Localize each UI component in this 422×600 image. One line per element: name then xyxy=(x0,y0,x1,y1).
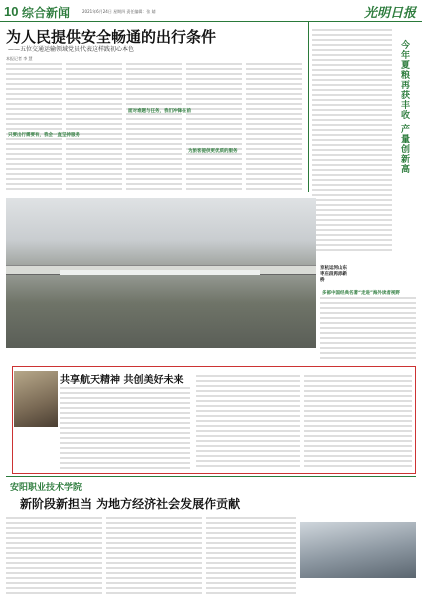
feature-col-2 xyxy=(196,374,300,470)
main-byline: 本报记者 李 慧 xyxy=(6,56,33,61)
article-subtitle-1: 只要出行需要有，我会一直坚持服务 xyxy=(8,133,80,138)
sidebar-text xyxy=(312,28,392,254)
feature-sub-right: 多部中国经典名著“走进”海外读者视野 xyxy=(322,291,400,296)
feature-title: 共享航天精神 共创美好未来 xyxy=(60,375,184,386)
page-number: 10 xyxy=(4,4,19,19)
main-subhead: ——五位交通运输领域党员代表这样践初心本色 xyxy=(8,46,135,53)
page-meta: 2021年6月24日 星期四 责任编辑：张 婧 xyxy=(82,9,156,14)
bottom-col-3 xyxy=(206,516,296,596)
right-text-2 xyxy=(320,296,416,362)
newspaper-logo: 光明日报 xyxy=(363,6,416,21)
article-col-3 xyxy=(126,62,182,192)
bottom-divider xyxy=(6,476,416,477)
feature-col-3 xyxy=(304,374,412,470)
feature-col-1 xyxy=(60,386,190,470)
sidebar-headline: 今年夏粮再获丰收 产量创新高 xyxy=(399,40,409,175)
school-name: 安阳职业技术学院 xyxy=(10,483,83,493)
article-col-5 xyxy=(246,62,302,192)
column-divider xyxy=(308,22,309,192)
article-col-4 xyxy=(186,62,242,192)
article-col-1 xyxy=(6,62,62,192)
bottom-photo xyxy=(300,522,416,578)
feature-photo xyxy=(14,371,58,427)
section-title: 综合新闻 xyxy=(22,6,71,20)
article-subtitle-2: 面对难题与任务，我们冲锋在前 xyxy=(128,109,191,114)
article-col-2 xyxy=(66,62,122,192)
article-subtitle-3: 为旅客提供更优质的服务 xyxy=(188,149,238,154)
main-headline: 为人民提供安全畅通的出行条件 xyxy=(6,28,217,46)
bottom-col-2 xyxy=(106,516,202,596)
bottom-headline: 新阶段新担当 为地方经济社会发展作贡献 xyxy=(20,497,241,511)
photo-caption: 京杭运河山东枣庄段再添新桥 xyxy=(320,266,347,283)
bottom-col-1 xyxy=(6,516,102,596)
train-shape xyxy=(60,270,260,275)
